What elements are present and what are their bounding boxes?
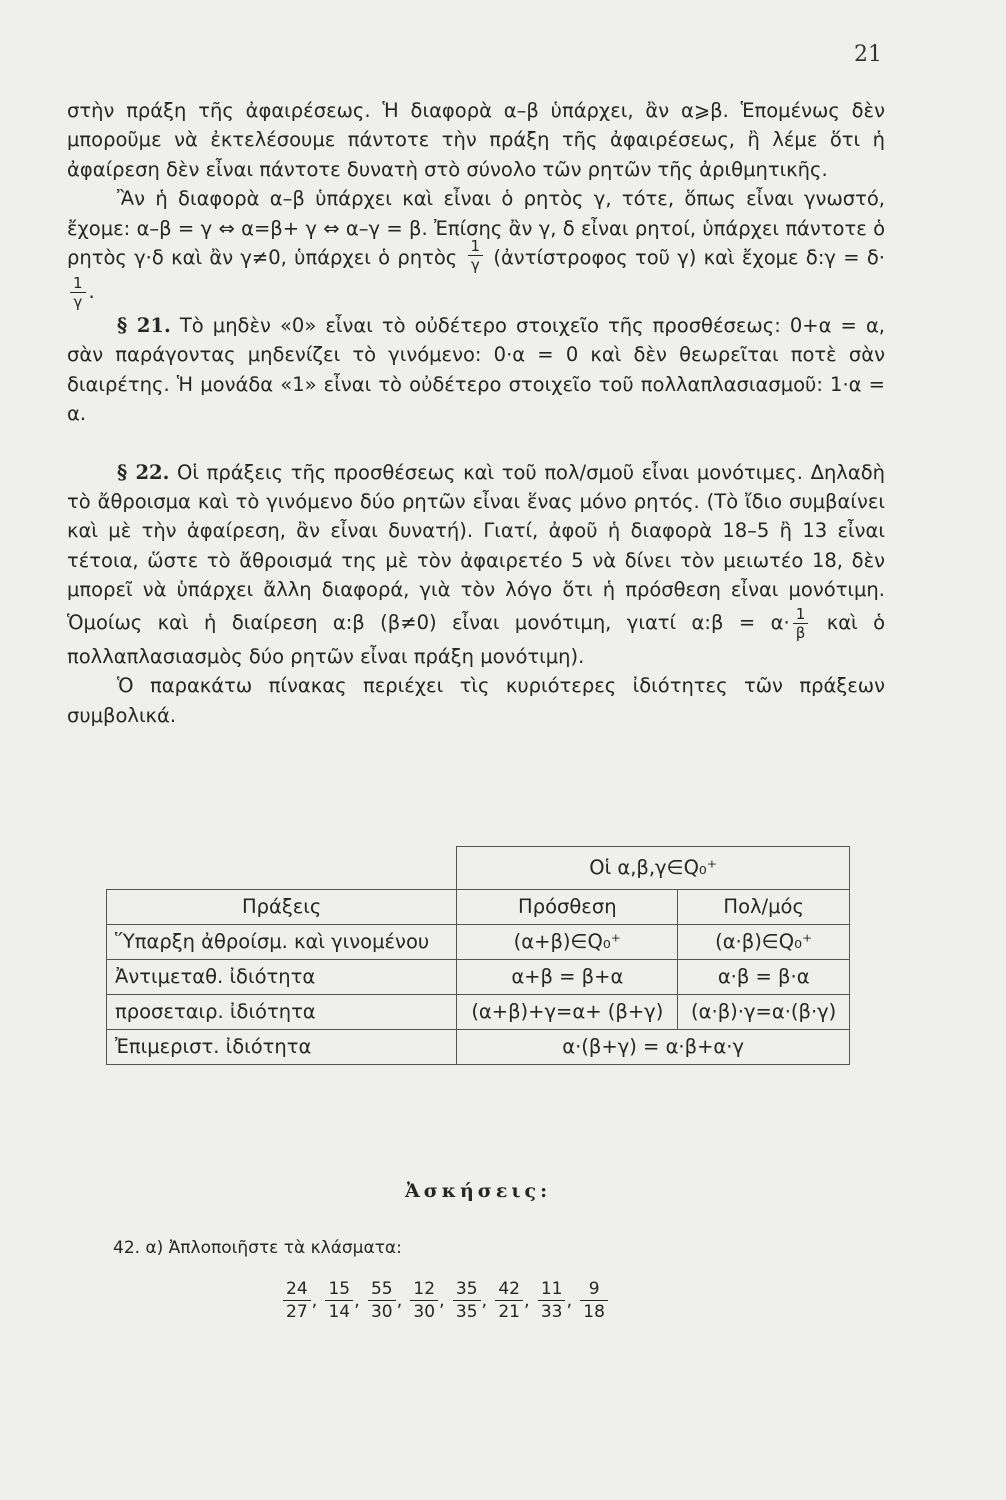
cell-mul-commutative: α·β = β·α — [678, 960, 850, 995]
fraction-item: $\frac{12}{30}$ — [410, 1278, 438, 1323]
cell-mul-closure: (α·β)∈Q₀⁺ — [678, 925, 850, 960]
fraction-one-over-gamma: $\frac{1}{\gamma}$ — [468, 237, 484, 274]
section-22-label: § 22. — [117, 460, 170, 484]
exercises-heading: Ἀσκήσεις: — [405, 1180, 552, 1202]
cell-add-commutative: α+β = β+α — [457, 960, 678, 995]
table-caption: Οἱ α,β,γ∈Q₀⁺ — [457, 847, 850, 890]
paragraph-subtraction: στὴν πράξη τῆς ἀφαιρέσεως. Ἡ διαφορὰ α–β ὑπάρχει, ἂν α⩾β. Ἑπομένως δὲν μποροῦμε νὰ ἐκτελέσουμε πάντοτε τὴν πράξη τῆς ἀφαιρέσεως, ἢ λέμε ὅτι ἡ ἀφαίρεση δὲν εἶναι πάντοτε δυνατὴ στὸ σύνολο τῶν ρητῶν τῆς ἀριθμητικῆς. — [67, 99, 885, 181]
table-row — [107, 1030, 850, 1065]
fraction-item: $\frac{24}{27}$ — [283, 1278, 311, 1323]
table-row — [107, 995, 850, 1030]
section-21 — [67, 311, 885, 429]
fraction-item: $\frac{42}{21}$ — [495, 1278, 523, 1323]
fraction-item: $\frac{11}{33}$ — [538, 1278, 566, 1323]
paragraph-inverse: Ἂν ἡ διαφορὰ α–β ὑπάρχει καὶ εἶναι ὁ ρητὸς γ, τότε, ὅπως εἶναι γνωστό, ἔχομε: α–β = γ ⇔ α=β+ γ ⇔ α–γ = β. Ἐπίσης ἂν γ, δ εἶναι ρητοί, ὑπάρχει πάντοτε ὁ ρητὸς γ·δ καὶ ἂν γ≠0, ὑπάρχει ὁ ρητὸς $\frac{1}{\gamma}$ (ἀντίστροφος τοῦ γ) καὶ ἔχομε δ:γ = δ· $\frac{1}{\gamma}$ . — [67, 187, 885, 312]
paragraph-inverse-text: Ἂν ἡ διαφορὰ α–β ὑπάρχει καὶ εἶναι ὁ ρητὸς γ, τότε, ὅπως εἶναι γνωστό, ἔχομε: α–β = γ ⇔ α=β+ γ ⇔ α–γ = β. Ἐπίσης ἂν γ, δ εἶναι ρητοί, ὑπάρχει πάντοτε ὁ ρητὸς γ·δ καὶ ἂν γ≠0, ὑπάρχει ὁ ρητὸς — [67, 187, 885, 270]
exercise-42: 42. α) Ἀπλοποιῆστε τὰ κλάσματα: — [113, 1238, 402, 1258]
page-number: 21 — [854, 42, 882, 67]
row-label-commutative: Ἀντιμεταθ. ἰδιότητα — [107, 960, 457, 995]
cell-add-associative: (α+β)+γ=α+ (β+γ) — [457, 995, 678, 1030]
section-21-text: Τὸ μηδὲν «0» εἶναι τὸ οὐδέτερο στοιχεῖο τῆς προσθέσεως: 0+α = α, σὰν παράγοντας μηδενίζει τὸ γινόμενο: 0·α = 0 καὶ δὲν θεωρεῖται ποτὲ σὰν διαιρέτης. Ἡ μονάδα «1» εἶναι τὸ οὐδέτερο στοιχεῖο τοῦ πολλαπλασιασμοῦ: 1·α = α. — [67, 314, 885, 426]
fraction-item: $\frac{55}{30}$ — [368, 1278, 396, 1323]
paragraph-inverse-mid: (ἀντίστροφος τοῦ γ) καὶ ἔχομε δ:γ = δ· — [493, 246, 885, 270]
table-row — [107, 925, 850, 960]
section-22-text-end: καὶ ὁ πολλαπλασιασμὸς δύο ρητῶν εἶναι πράξη μονότιμη). — [67, 610, 886, 668]
header-addition: Πρόσθεση — [457, 890, 678, 925]
fraction-one-over-beta: $\frac{1}{\beta}$ — [793, 605, 809, 642]
cell-add-closure: (α+β)∈Q₀⁺ — [457, 925, 678, 960]
cell-mul-associative: (α·β)·γ=α·(β·γ) — [678, 995, 850, 1030]
properties-table — [106, 846, 850, 1065]
section-22-text: Οἱ πράξεις τῆς προσθέσεως καὶ τοῦ πολ/σμοῦ εἶναι μονότιμες. Δηλαδὴ τὸ ἄθροισμα καὶ τὸ γινόμενο δύο ρητῶν εἶναι ἕνας μόνο ρητός. (Τὸ ἴδιο συμβαίνει καὶ μὲ τὴν ἀφαίρεση, ἂν εἶναι δυνατή). Γιατί, ἀφοῦ ἡ διαφορὰ 18–5 ἢ 13 εἶναι τέτοια, ὥστε τὸ ἄθροισμά της μὲ τὸν ἀφαιρετέο 5 νὰ δίνει τὸν μειωτέο 18, δὲν μπορεῖ νὰ ὑπάρχει ἄλλη διαφορά, γιὰ τὸν λόγο ὅτι ἡ πρόσθεση εἶναι μονότιμη. Ὁμοίως καὶ ἡ διαίρεση α:β (β≠0) εἶναι μονότιμη, γιατί α:β = α· — [67, 460, 885, 634]
fraction-one-over-gamma-2: $\frac{1}{\gamma}$ — [70, 274, 86, 311]
page-body — [67, 96, 885, 730]
fraction-item: $\frac{15}{14}$ — [325, 1278, 353, 1323]
table-row — [107, 960, 850, 995]
row-label-associative: προσεταιρ. ἰδιότητα — [107, 995, 457, 1030]
row-label-existence: Ὕπαρξη ἀθροίσμ. καὶ γινομένου — [107, 925, 457, 960]
header-operations: Πράξεις — [107, 890, 457, 925]
row-label-distributive: Ἐπιμεριστ. ἰδιότητα — [107, 1030, 457, 1065]
header-multiplication: Πολ/μός — [678, 890, 850, 925]
section-22 — [67, 458, 885, 671]
cell-distributive: α·(β+γ) = α·β+α·γ — [457, 1030, 850, 1065]
fraction-item: $\frac{9}{18}$ — [580, 1278, 608, 1323]
section-21-label: § 21. — [117, 314, 171, 338]
fraction-item: $\frac{35}{35}$ — [453, 1278, 481, 1323]
table-intro: Ὁ παρακάτω πίνακας περιέχει τὶς κυριότερες ἰδιότητες τῶν πράξεων συμβολικά. — [67, 674, 885, 727]
exercise-fractions: $\frac{24}{27}$ , $\frac{15}{14}$ , $\frac{55}{30}$ , $\frac{12}{30}$ , $\frac{35}{35}$ , $\frac{42}{21}$ , $\frac{11}{33}$ , $\frac{9}{18}$ — [282, 1278, 609, 1323]
